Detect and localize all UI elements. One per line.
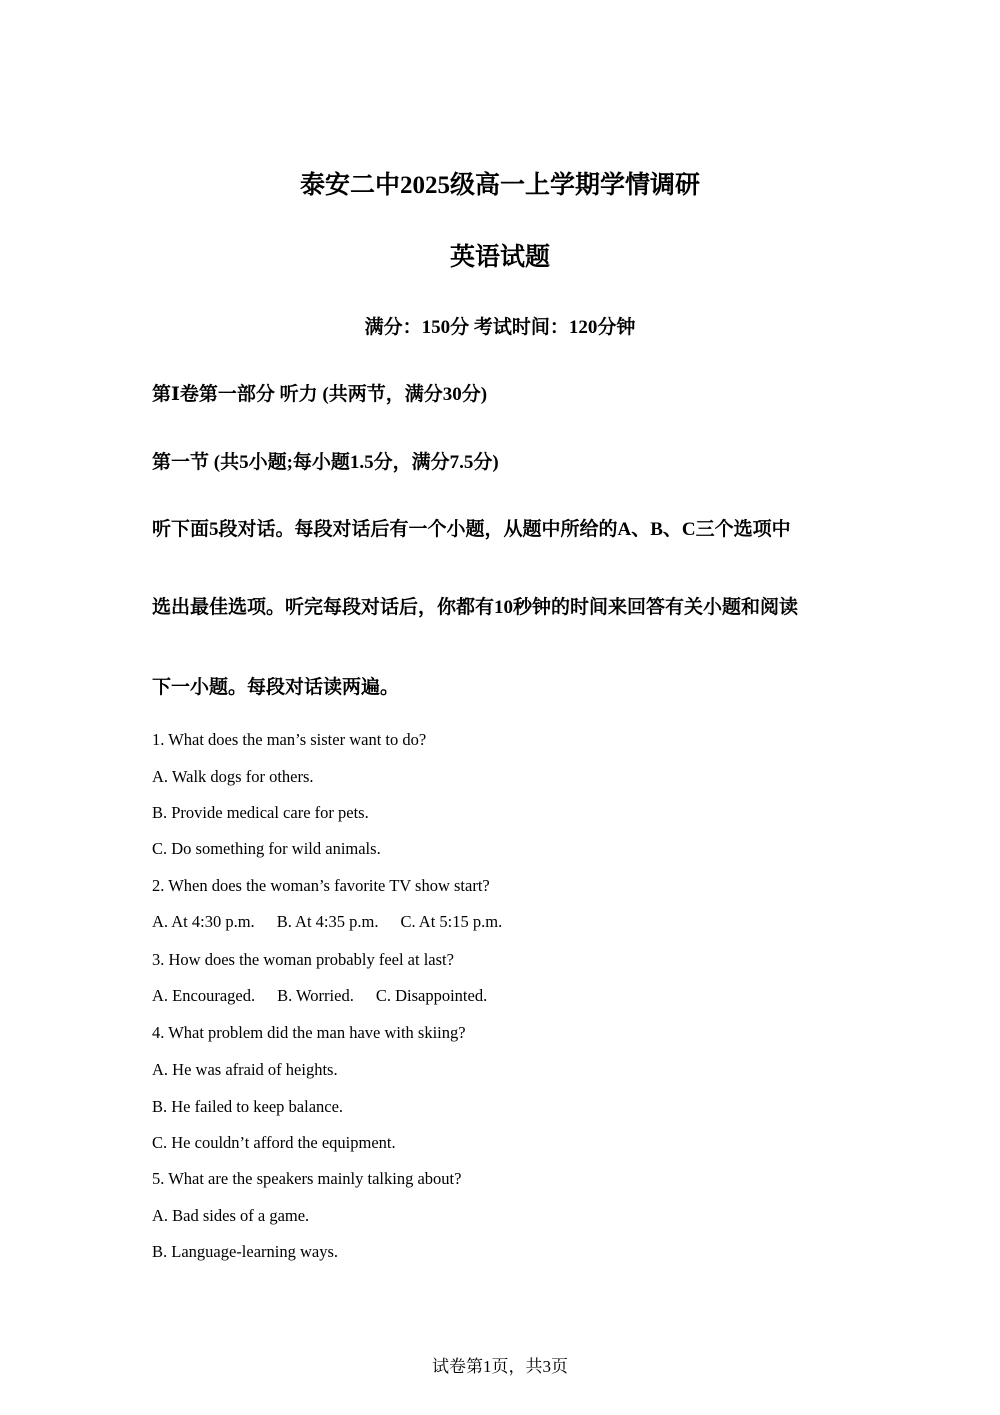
- exam-title: 泰安二中2025级高一上学期学情调研: [299, 172, 700, 199]
- exam-subject: 英语试题: [449, 244, 550, 271]
- question-5-stem: 5. What are the speakers mainly talking about?: [152, 1169, 462, 1188]
- question-2-option-c: C. At 5:15 p.m.: [400, 912, 503, 931]
- question-5-option-b: B. Language-learning ways.: [152, 1242, 339, 1261]
- question-4-stem: 4. What problem did the man have with skiing?: [152, 1023, 466, 1042]
- question-3-options: [152, 985, 509, 1007]
- instruction-line-3: 下一小题。每段对话读两遍。: [152, 677, 400, 698]
- question-2-option-b: B. At 4:35 p.m.: [276, 912, 379, 931]
- page-footer: 试卷第1页，共3页: [432, 1357, 568, 1376]
- question-2-option-a: A. At 4:30 p.m.: [152, 912, 255, 931]
- section-heading: 第一节 (共5小题;每小题1.5分，满分7.5分): [152, 452, 499, 473]
- question-5-option-a: A. Bad sides of a game.: [152, 1206, 310, 1225]
- part-heading: 第Ⅰ卷第一部分 听力 (共两节，满分30分): [152, 384, 488, 405]
- question-3-option-a: A. Encouraged.: [152, 986, 256, 1005]
- question-1-option-b: B. Provide medical care for pets.: [152, 803, 369, 822]
- question-3-option-c: C. Disappointed.: [375, 986, 488, 1005]
- question-3-option-b: B. Worried.: [277, 986, 354, 1005]
- question-2-options: [152, 911, 524, 933]
- score-and-time: 满分：150分 考试时间：120分钟: [364, 317, 636, 338]
- question-1-option-c: C. Do something for wild animals.: [152, 839, 381, 858]
- question-4-option-c: C. He couldn’t afford the equipment.: [152, 1133, 396, 1152]
- question-1-stem: 1. What does the man’s sister want to do?: [152, 730, 427, 749]
- question-2-stem: 2. When does the woman’s favorite TV show start?: [152, 876, 490, 895]
- instruction-line-1: 听下面5段对话。每段对话后有一个小题，从题中所给的A、B、C三个选项中: [152, 519, 791, 540]
- question-3-stem: 3. How does the woman probably feel at last?: [152, 950, 454, 969]
- question-4-option-b: B. He failed to keep balance.: [152, 1097, 344, 1116]
- instruction-line-2: 选出最佳选项。听完每段对话后，你都有10秒钟的时间来回答有关小题和阅读: [152, 597, 799, 618]
- question-4-option-a: A. He was afraid of heights.: [152, 1060, 338, 1079]
- question-1-option-a: A. Walk dogs for others.: [152, 767, 314, 786]
